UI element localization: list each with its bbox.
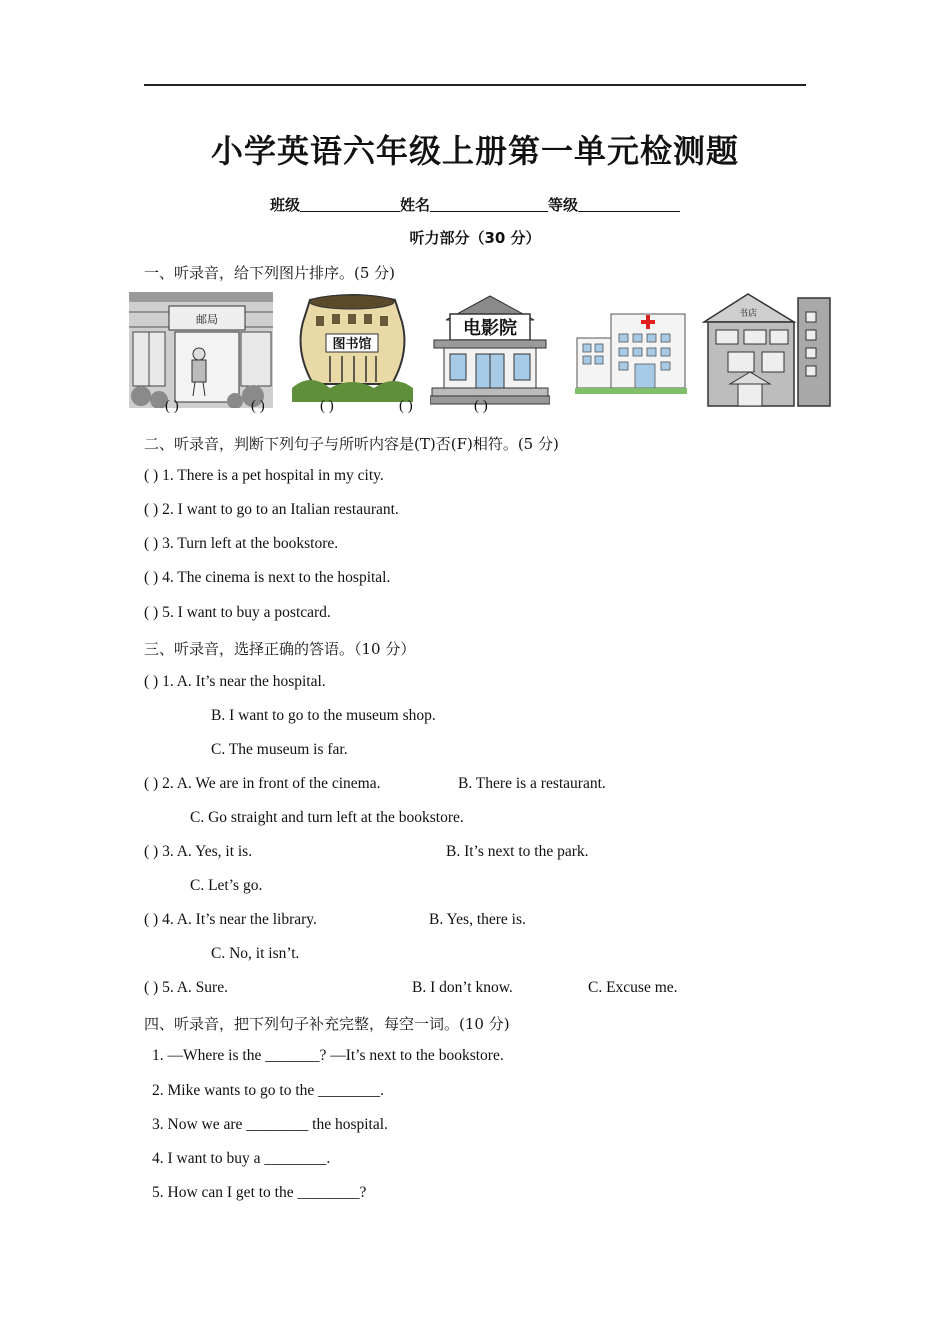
class-blank [300,197,400,212]
section4-item-3: 3. Now we are ________ the hospital. [152,1116,388,1133]
library-sign: 图书馆 [332,337,372,352]
top-rule [144,84,806,86]
section3-q2-option-a: ( ) 2. A. We are in front of the cinema. [144,775,381,792]
page-title: 小学英语六年级上册第一单元检测题 [210,132,739,170]
section2-item-3: ( ) 3. Turn left at the bookstore. [144,535,339,552]
post-office-sign: 邮局 [196,313,218,326]
section3-q4-option-c: C. No, it isn’t. [211,945,300,962]
name-blank [430,197,548,212]
post-office-picture [129,292,273,408]
section3-q3-option-a: ( ) 3. A. Yes, it is. [144,843,253,860]
section2-heading: 二、听录音，判断下列句子与所听内容是(T)否(F)相符。(5 分) [144,435,559,453]
grade-blank [578,197,680,212]
section3-q4-option-b: B. Yes, there is. [429,911,526,928]
section4-item-4: 4. I want to buy a ________. [152,1150,331,1167]
section3-q1-option-a: ( ) 1. A. It’s near the hospital. [144,673,326,690]
section3-q1-option-c: C. The museum is far. [211,741,348,758]
listening-part-heading: 听力部分（30 分） [409,229,541,247]
hospital-picture [575,292,687,396]
section4-item-5: 5. How can I get to the ________? [152,1184,367,1201]
post-office-drawing-icon [129,292,273,408]
class-label: 班级 [269,196,300,214]
name-label: 姓名 [399,196,430,214]
grade-label: 等级 [548,196,579,214]
section1-heading: 一、听录音，给下列图片排序。(5 分) [144,264,396,282]
section3-q2-option-b: B. There is a restaurant. [458,775,606,792]
section2-item-1: ( ) 1. There is a pet hospital in my city. [144,467,384,484]
section3-q5-option-c: C. Excuse me. [588,979,678,996]
section1-blank-4[interactable]: ( ) [399,398,413,414]
section4-item-1: 1. —Where is the _______? —It’s next to the bookstore. [152,1047,504,1064]
bookstore-picture [702,292,834,410]
cinema-drawing-icon [430,292,550,406]
section1-blank-3[interactable]: ( ) [320,398,334,414]
section3-q2-option-c: C. Go straight and turn left at the bookstore. [190,809,464,826]
section4-heading: 四、听录音，把下列句子补充完整，每空一词。(10 分) [144,1015,510,1033]
section3-heading: 三、听录音，选择正确的答语。（10 分） [144,640,416,658]
library-picture [290,292,415,402]
section3-q5-option-a: ( ) 5. A. Sure. [144,979,228,996]
section4-item-2: 2. Mike wants to go to the ________. [152,1082,385,1099]
bookstore-sign: 书店 [738,309,758,319]
bookstore-drawing-icon [702,292,834,410]
section3-q3-option-c: C. Let’s go. [190,877,263,894]
student-info-row [0,194,950,215]
hospital-drawing-icon [575,292,687,396]
section3-q3-option-b: B. It’s next to the park. [446,843,589,860]
library-drawing-icon [290,292,415,402]
section2-item-2: ( ) 2. I want to go to an Italian restaurant. [144,501,399,518]
section2-item-5: ( ) 5. I want to buy a postcard. [144,604,331,621]
section3-q1-option-b: B. I want to go to the museum shop. [211,707,436,724]
cinema-sign: 电影院 [463,318,517,339]
section1-blank-2[interactable]: ( ) [251,398,265,414]
section2-item-4: ( ) 4. The cinema is next to the hospital. [144,569,391,586]
section3-q4-option-a: ( ) 4. A. It’s near the library. [144,911,317,928]
section3-q5-option-b: B. I don’t know. [412,979,513,996]
section1-blank-1[interactable]: ( ) [165,398,179,414]
section1-blank-5[interactable]: ( ) [474,398,488,414]
cinema-picture [430,292,550,406]
